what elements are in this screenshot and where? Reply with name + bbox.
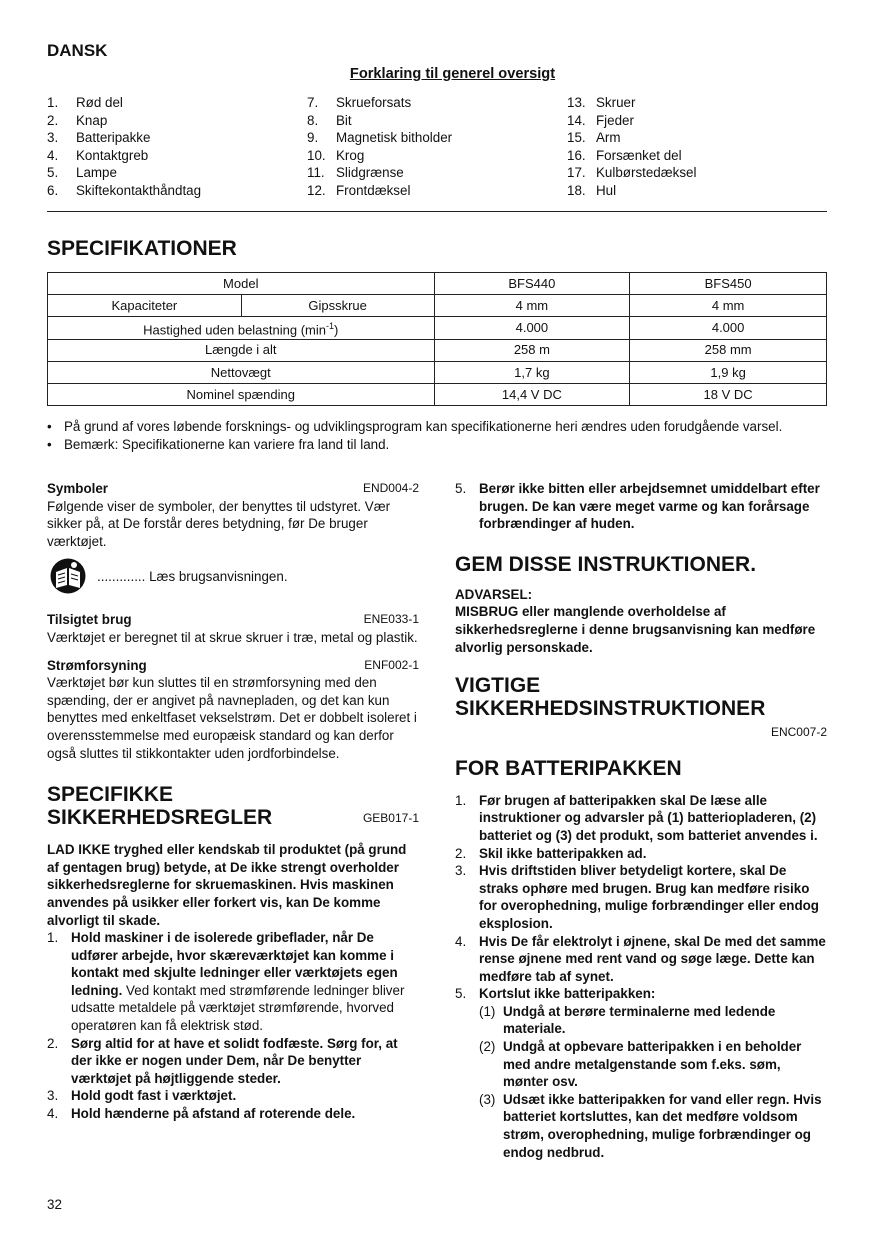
- spec-notes: [47, 418, 837, 453]
- spec-table: [47, 272, 827, 406]
- list-item: [567, 94, 696, 112]
- item-label: Bit: [336, 112, 352, 128]
- length-label: Længde i alt: [48, 339, 435, 361]
- item-text: Hvis driftstiden bliver betydeligt kortere, skal De straks ophøre med brugen. Brug kan medføre risiko for overophedning, mulige forbrændinger eller endog eksplosion.: [479, 863, 819, 931]
- item-number: 1.: [47, 930, 59, 946]
- list-item: [455, 845, 827, 863]
- speed-label-sup: -1: [326, 320, 335, 331]
- sub-item-text: Undgå at opbevare batteripakken i en beholder med andre metalgenstande som f.eks. søm, mønter osv.: [503, 1039, 802, 1090]
- item-label: Kontaktgreb: [76, 147, 149, 163]
- symbols-code: END004-2: [362, 481, 419, 495]
- item-label: Hul: [596, 182, 617, 198]
- item-label: Magnetisk bitholder: [336, 130, 453, 146]
- list-item: [47, 418, 837, 436]
- item-text: [71, 929, 419, 1035]
- power-heading: [47, 657, 419, 675]
- important-title-line-2: SIKKERHEDSINSTRUKTIONER: [455, 697, 766, 721]
- item-label: Rød del: [76, 95, 123, 110]
- voltage-label: Nominel spænding: [48, 383, 435, 405]
- power-code: ENF002-1: [364, 657, 419, 672]
- list-item: [47, 436, 837, 454]
- specific-heading: [47, 783, 419, 829]
- battery-list: [455, 792, 827, 1161]
- list-item: [567, 112, 696, 130]
- sub-item-number: (2): [479, 1039, 496, 1055]
- item-text: Hvis De får elektrolyt i øjnene, skal De med det samme rense øjnene med rent vand og søge læge. Dette kan medføre tab af synet.: [479, 933, 826, 984]
- symbol-row: [47, 558, 419, 594]
- speed-label-text: Hastighed uden belastning (min: [143, 321, 326, 337]
- symbols-text: Følgende viser de symboler, der benyttes til udstyret. Vær sikker på, at De forstår deres betydning, før De bruger værktøjet.: [47, 498, 391, 549]
- speed-label-close: ): [334, 321, 339, 337]
- list-item: [307, 129, 452, 147]
- important-code: ENC007-2: [770, 725, 827, 740]
- item-label: Kulbørstedæksel: [596, 165, 697, 181]
- table-cell: 258 m: [434, 339, 630, 361]
- power-title: Strømforsyning: [47, 657, 147, 673]
- note-text: Bemærk: Specifikationerne kan variere fra land til land.: [64, 436, 390, 452]
- item-number: 5.: [47, 165, 59, 181]
- capacity-sub-label: Gipsskrue: [241, 295, 434, 317]
- list-item: [455, 862, 827, 932]
- warning-title: ADVARSEL:: [455, 586, 533, 602]
- list-item: [455, 985, 827, 1003]
- item-label: Arm: [596, 130, 621, 146]
- item-label: Lampe: [76, 165, 117, 181]
- table-cell: 18 V DC: [630, 383, 827, 405]
- sub-list-item: [455, 1091, 827, 1161]
- list-item: [47, 1035, 419, 1088]
- list-item: [47, 112, 201, 130]
- list-item: [47, 94, 201, 112]
- item-label: Frontdæksel: [336, 182, 411, 198]
- item-number: 12.: [307, 182, 326, 198]
- item-text: Hold godt fast i værktøjet.: [71, 1088, 237, 1104]
- item-text: Sørg altid for at have et solidt fodfæste. Sørg for, at der ikke er nogen under Dem, når De benytter værktøjet på højtliggende steder.: [71, 1035, 398, 1086]
- item-label: Slidgrænse: [336, 165, 404, 181]
- item-number: 17.: [567, 165, 586, 181]
- item-number: 2.: [47, 112, 59, 128]
- item-bold-text: Hold maskiner i de isolerede gribeflader, når De udfører arbejde, hvor skæreværktøjet kan komme i kontakt med skjulte ledninger eller værktøjets egen ledning.: [71, 930, 398, 998]
- sub-item-number: (1): [479, 1003, 496, 1019]
- left-column: [47, 480, 419, 1123]
- table-row: [48, 339, 827, 361]
- item-number: 10.: [307, 147, 326, 163]
- power-text: Værktøjet bør kun sluttes til en strømforsyning med den spænding, der er angivet på navnepladen, og det kan kun benyttes med enkeltfaset vekselstrøm. Det er dobbelt isoleret i overensstemmelse med europæisk standard og kan derfor også sluttes til stikkontakter uden jordforbindelse.: [47, 675, 417, 761]
- table-cell: 1,9 kg: [630, 361, 827, 383]
- list-item: [307, 147, 452, 165]
- list-item: [567, 129, 696, 147]
- table-row: [48, 295, 827, 317]
- read-manual-icon: [47, 558, 89, 594]
- item-label: Skiftekontakthåndtag: [76, 182, 202, 198]
- item-label: Skrueforsats: [336, 95, 412, 110]
- item-number: 3.: [455, 863, 467, 879]
- overview-column-1: [47, 94, 201, 200]
- table-cell: 1,7 kg: [434, 361, 630, 383]
- item-number: 4.: [455, 933, 467, 949]
- table-row: [48, 361, 827, 383]
- item-number: 9.: [307, 130, 319, 146]
- item-text: Skil ikke batteripakken ad.: [479, 845, 647, 861]
- intended-heading: [47, 611, 419, 629]
- weight-label: Nettovægt: [48, 361, 435, 383]
- language-heading: DANSK: [47, 41, 108, 60]
- item-number: 1.: [47, 95, 59, 110]
- overview-title-text: Forklaring til generel oversigt: [349, 66, 556, 82]
- list-item: [47, 1087, 419, 1105]
- table-cell: 258 mm: [630, 339, 827, 361]
- list-item: [307, 182, 452, 200]
- item-number: 5.: [455, 481, 467, 496]
- item-number: 13.: [567, 95, 586, 110]
- bullet: •: [47, 436, 52, 452]
- table-cell: 14,4 V DC: [434, 383, 630, 405]
- specific-intro: LAD IKKE tryghed eller kendskab til produktet (på grund af gentagen brug) betyde, at De ikke strengt overholder sikkerhedsreglerne for skruemaskinen. Hvis maskinen anvendes på usikker eller forkert vis, kan De komme alvorligt til skade.: [47, 842, 407, 928]
- list-item: [567, 164, 696, 182]
- item-number: 11.: [307, 165, 325, 181]
- item-number: 4.: [47, 147, 59, 163]
- list-item: [307, 112, 452, 130]
- list-item: [307, 94, 452, 112]
- specific-title: [47, 783, 272, 829]
- list-item: [567, 182, 696, 200]
- important-title: [455, 674, 827, 720]
- section-divider: [47, 211, 827, 212]
- item-number: 3.: [47, 1088, 59, 1104]
- list-item: [567, 147, 696, 165]
- item-number: 1.: [455, 792, 467, 808]
- intended-text: Værktøjet er beregnet til at skrue skruer i træ, metal og plastik.: [47, 629, 418, 645]
- list-item: [455, 933, 827, 986]
- table-header-model-1: BFS440: [434, 273, 630, 295]
- item-label: Fjeder: [596, 112, 634, 128]
- speed-label: [48, 317, 435, 339]
- right-column: [455, 480, 827, 1161]
- item-number: 3.: [47, 130, 59, 146]
- table-cell: 4 mm: [630, 295, 827, 317]
- item-number: 2.: [455, 845, 467, 861]
- table-header-model: Model: [48, 273, 435, 295]
- item-label: Forsænket del: [596, 147, 682, 163]
- list-item: [455, 480, 827, 533]
- intended-title: Tilsigtet brug: [47, 612, 132, 628]
- list-item: [307, 164, 452, 182]
- item-label: Batteripakke: [76, 130, 151, 146]
- sub-list-item: [455, 1003, 827, 1038]
- sub-list-item: [455, 1038, 827, 1091]
- item-text: Hold hænderne på afstand af roterende dele.: [71, 1106, 356, 1122]
- symbol-description: ............. Læs brugsanvisningen.: [97, 568, 288, 584]
- sub-item-text: Undgå at berøre terminalerne med ledende materiale.: [503, 1003, 776, 1037]
- specific-code: GEB017-1: [362, 810, 419, 825]
- note-text: På grund af vores løbende forsknings- og udviklingsprogram kan specifikationerne heri ændres uden forudgående varsel.: [64, 419, 783, 434]
- table-row: [48, 273, 827, 295]
- item-number: 7.: [307, 95, 319, 110]
- table-cell: 4 mm: [434, 295, 630, 317]
- table-cell: 4.000: [630, 317, 827, 339]
- item-number: 14.: [567, 112, 586, 128]
- item-text: Kortslut ikke batteripakken:: [479, 986, 656, 1002]
- item-number: 15.: [567, 130, 586, 146]
- table-header-model-2: BFS450: [630, 273, 827, 295]
- overview-column-2: [307, 94, 452, 200]
- item-number: 4.: [47, 1106, 59, 1122]
- list-item: [47, 1105, 419, 1123]
- item-number: 8.: [307, 112, 319, 128]
- list-item: [47, 147, 201, 165]
- item-label: Knap: [76, 112, 108, 128]
- save-instructions-title: GEM DISSE INSTRUKTIONER.: [455, 552, 757, 576]
- item-label: Krog: [336, 147, 365, 163]
- capacity-label: Kapaciteter: [48, 295, 242, 317]
- important-title-line-1: VIGTIGE: [455, 674, 541, 698]
- item-number: 18.: [567, 182, 586, 198]
- sub-item-number: (3): [479, 1091, 496, 1107]
- list-item: [47, 182, 201, 200]
- item-number: 2.: [47, 1035, 59, 1051]
- item-number: 5.: [455, 986, 467, 1002]
- list-item: [455, 792, 827, 845]
- list-item: [47, 129, 201, 147]
- table-row: [48, 383, 827, 405]
- specific-title-line-2: SIKKERHEDSREGLER: [47, 806, 273, 830]
- overview-column-3: [567, 94, 696, 200]
- table-row: [48, 317, 827, 339]
- list-item: [47, 164, 201, 182]
- item-text: Berør ikke bitten eller arbejdsemnet umiddelbart efter brugen. De kan være meget varme og kan forårsage forbrændinger af huden.: [479, 481, 820, 532]
- spec-title: SPECIFIKATIONER: [47, 237, 237, 260]
- table-cell: 4.000: [434, 317, 630, 339]
- item-number: 16.: [567, 147, 586, 163]
- symbols-title: Symboler: [47, 481, 109, 496]
- specific-title-line-1: SPECIFIKKE: [47, 783, 174, 807]
- page-number: 32: [47, 1197, 62, 1212]
- battery-title: FOR BATTERIPAKKEN: [455, 756, 682, 780]
- item-label: Skruer: [596, 95, 636, 110]
- list-item: [47, 929, 419, 1035]
- bullet: •: [47, 419, 52, 434]
- item-text: Før brugen af batteripakken skal De læse alle instruktioner og advarsler på (1) batteriopladeren, (2) batteriet og (3) det produkt, som batteriet anvendes i.: [479, 792, 818, 843]
- symbols-heading: [47, 480, 419, 498]
- item-number: 6.: [47, 182, 59, 198]
- warning-text: MISBRUG eller manglende overholdelse af sikkerhedsreglerne i denne brugsanvisning kan medføre alvorlig personskade.: [455, 604, 816, 655]
- intended-code: ENE033-1: [363, 612, 419, 627]
- sub-item-text: Udsæt ikke batteripakken for vand eller regn. Hvis batteriet kortsluttes, kan det medføre voldsom strøm, overophedning, mulige forbrændinger og endog nedbrud.: [503, 1091, 822, 1160]
- overview-title: [0, 66, 875, 84]
- item-regular-text: Ved kontakt med strømførende ledninger bliver udsatte metaldele på værktøjet strømførende, hvorved operatøren kan få elektrisk stød.: [71, 982, 405, 1034]
